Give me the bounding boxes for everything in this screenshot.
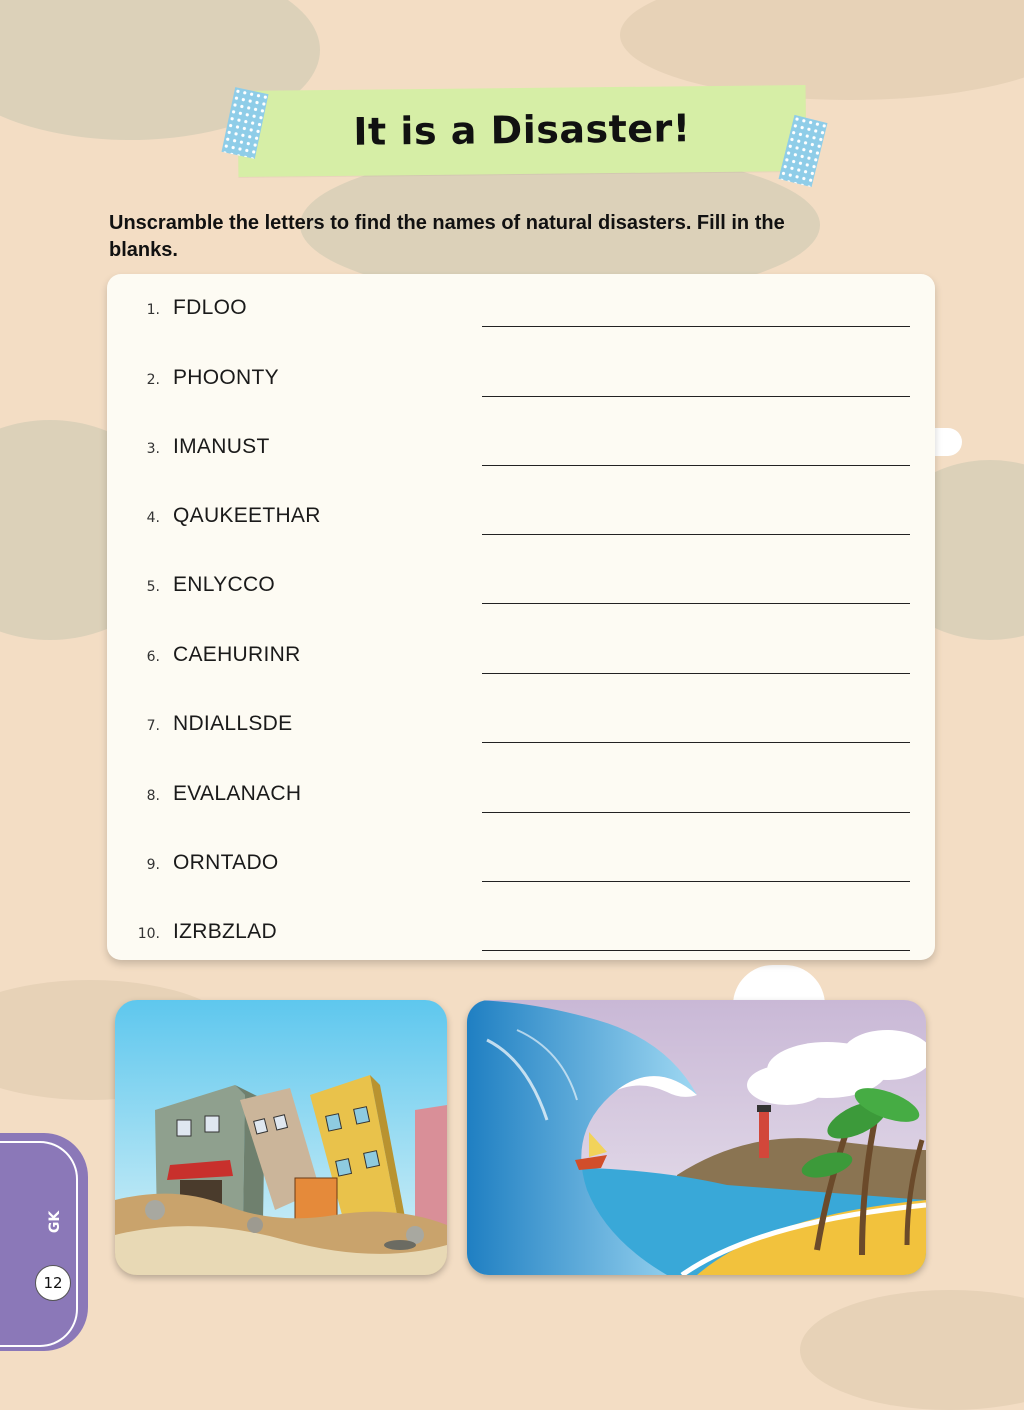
scrambled-word: QAUKEETHAR — [173, 504, 321, 527]
list-item — [107, 427, 935, 467]
scrambled-word: EVALANACH — [173, 782, 302, 805]
list-item — [107, 843, 935, 883]
side-tab-border — [0, 1141, 78, 1347]
scrambled-word: PHOONTY — [173, 366, 279, 389]
earthquake-illustration — [115, 1000, 447, 1275]
scrambled-word: FDLOO — [173, 296, 247, 319]
answer-blank[interactable] — [482, 465, 910, 466]
item-number: 1. — [146, 302, 160, 318]
subject-label: GK — [47, 1210, 63, 1234]
page-number: 12 — [35, 1265, 71, 1301]
page-title: It is a Disaster! — [353, 106, 691, 154]
answer-blank[interactable] — [482, 742, 910, 743]
instruction-text: Unscramble the letters to find the names of natural disasters. Fill in the blanks. — [109, 212, 785, 261]
answer-blank[interactable] — [482, 396, 910, 397]
list-item — [107, 912, 935, 952]
item-number: 5. — [146, 579, 160, 595]
list-item — [107, 496, 935, 536]
scrambled-word: ENLYCCO — [173, 573, 276, 596]
list-item — [107, 704, 935, 744]
item-number: 8. — [146, 788, 160, 804]
list-item — [107, 774, 935, 814]
tsunami-illustration — [467, 1000, 926, 1275]
scrambled-word: IMANUST — [173, 435, 270, 458]
list-item — [107, 358, 935, 398]
scrambled-word: IZRBZLAD — [173, 920, 277, 943]
answer-blank[interactable] — [482, 534, 910, 535]
answer-blank[interactable] — [482, 881, 910, 882]
list-item — [107, 635, 935, 675]
list-item — [107, 565, 935, 605]
answer-blank[interactable] — [482, 812, 910, 813]
item-number: 6. — [146, 649, 160, 665]
scrambled-word: NDIALLSDE — [173, 712, 293, 735]
answer-blank[interactable] — [482, 603, 910, 604]
background-pattern — [800, 1290, 1024, 1410]
scrambled-word: ORNTADO — [173, 851, 279, 874]
background-pattern — [620, 0, 1024, 100]
worksheet-panel — [107, 274, 935, 960]
item-number: 3. — [146, 441, 160, 457]
item-number: 4. — [146, 510, 160, 526]
cloud-decoration — [733, 965, 825, 1005]
answer-blank[interactable] — [482, 673, 910, 674]
list-item — [107, 288, 935, 328]
item-number: 9. — [146, 857, 160, 873]
answer-blank[interactable] — [482, 950, 910, 951]
title-banner — [238, 85, 807, 177]
answer-blank[interactable] — [482, 326, 910, 327]
item-number: 2. — [146, 372, 160, 388]
item-number: 10. — [137, 926, 160, 942]
scrambled-word: CAEHURINR — [173, 643, 301, 666]
item-number: 7. — [146, 718, 160, 734]
